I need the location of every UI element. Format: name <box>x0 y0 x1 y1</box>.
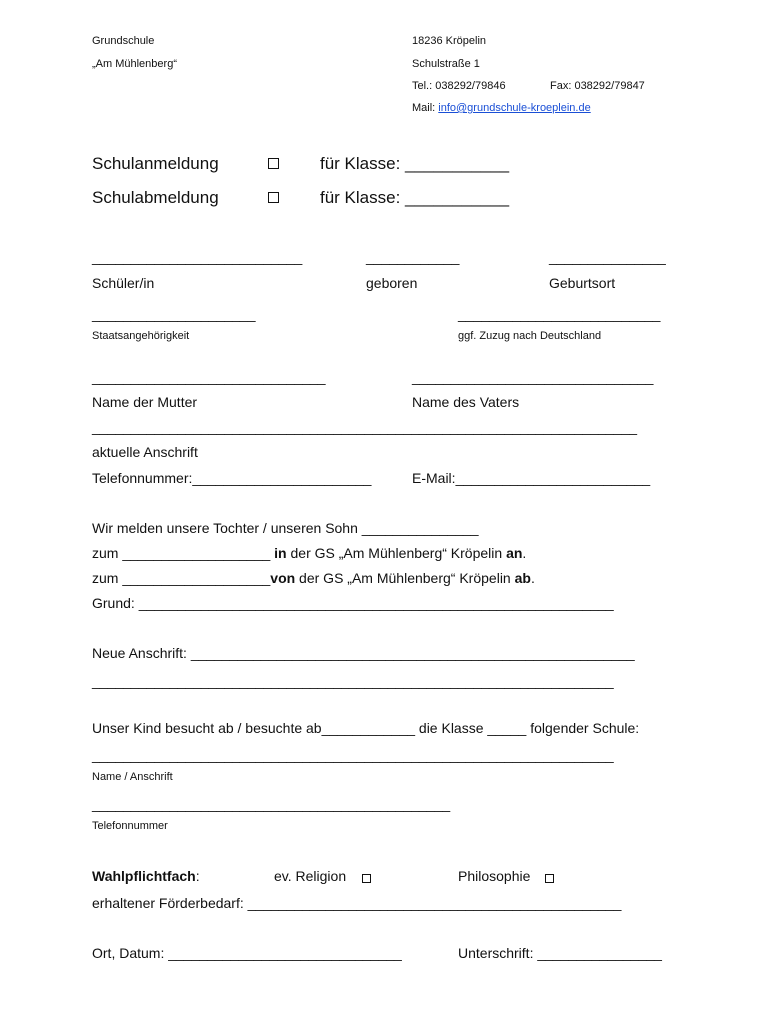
registration-von-date: zum ___________________ <box>92 570 271 586</box>
email-link[interactable]: info@grundschule-kroeplein.de <box>438 102 591 114</box>
birthdate-field[interactable]: ____________ <box>366 249 460 265</box>
phone-blank: _______________________ <box>192 470 372 486</box>
email-field[interactable] <box>412 471 650 485</box>
foerderbedarf-field[interactable]: erhaltener Förderbedarf: ________________________________________________ <box>92 895 622 911</box>
birthdate-label: geboren <box>366 275 418 291</box>
nationality-field[interactable]: _____________________ <box>92 306 256 322</box>
previous-school-name-field[interactable]: ___________________________________________________________________ <box>92 747 614 763</box>
registration-in-school: der GS „Am Mühlenberg“ Kröpelin <box>286 545 507 561</box>
registration-an-keyword: an <box>506 545 523 561</box>
birthplace-label: Geburtsort <box>549 275 616 291</box>
school-city: 18236 Kröpelin <box>412 35 487 47</box>
grund-field[interactable]: Grund: _____________________________________________________________ <box>92 595 614 611</box>
previous-school-name-label: Name / Anschrift <box>92 771 173 783</box>
previous-school-phone-label: Telefonnummer <box>92 820 168 832</box>
email-label: E-Mail: <box>412 470 456 486</box>
zuzug-field[interactable]: __________________________ <box>458 306 661 322</box>
signature-field[interactable]: Unterschrift: ________________ <box>458 945 662 961</box>
wahlpflicht-colon: : <box>195 868 200 884</box>
wahlpflicht-label-text: Wahlpflichtfach <box>92 868 196 884</box>
email-blank: _________________________ <box>455 470 651 486</box>
mail-prefix: Mail: <box>412 102 439 114</box>
registration-in-line[interactable] <box>92 546 526 560</box>
registration-von-school: der GS „Am Mühlenberg“ Kröpelin <box>295 570 515 586</box>
religion-option-label: ev. Religion <box>274 868 347 884</box>
abmeldung-klasse-field[interactable]: für Klasse: ___________ <box>320 188 510 207</box>
school-street: Schulstraße 1 <box>412 58 480 70</box>
address-field[interactable]: ______________________________________________________________________ <box>92 419 638 435</box>
mother-name-label: Name der Mutter <box>92 394 198 410</box>
zuzug-label: ggf. Zuzug nach Deutschland <box>458 330 602 342</box>
registration-von-keyword: von <box>270 570 296 586</box>
father-name-label: Name des Vaters <box>412 394 520 410</box>
religion-checkbox[interactable] <box>362 871 371 887</box>
wahlpflicht-label <box>92 869 200 883</box>
registration-von-line[interactable] <box>92 571 535 585</box>
previous-school-line[interactable]: Unser Kind besucht ab / besuchte ab____________ die Klasse _____ folgender Schule: <box>92 720 640 736</box>
phone-label: Telefonnummer: <box>92 470 193 486</box>
registration-in-date: zum ___________________ <box>92 545 275 561</box>
nationality-label: Staatsangehörigkeit <box>92 330 190 342</box>
registration-ab-keyword: ab <box>514 570 531 586</box>
abmeldung-label: Schulabmeldung <box>92 188 219 207</box>
student-name-field[interactable]: ___________________________ <box>92 249 303 265</box>
place-date-field[interactable]: Ort, Datum: ______________________________ <box>92 945 402 961</box>
anmeldung-klasse-field[interactable]: für Klasse: ___________ <box>320 154 510 173</box>
school-name-line1: Grundschule <box>92 35 155 47</box>
phone-field[interactable] <box>92 471 371 485</box>
philosophie-option-label: Philosophie <box>458 868 531 884</box>
child-registration-line[interactable]: Wir melden unsere Tochter / unseren Sohn _______________ <box>92 520 479 536</box>
new-address-field[interactable]: Neue Anschrift: _________________________________________________________ <box>92 645 635 661</box>
philosophie-checkbox[interactable] <box>545 871 554 887</box>
father-name-field[interactable]: _______________________________ <box>412 369 654 385</box>
birthplace-field[interactable]: _______________ <box>549 249 666 265</box>
school-mail <box>412 103 591 114</box>
address-label: aktuelle Anschrift <box>92 444 198 460</box>
new-address-field-2[interactable]: ___________________________________________________________________ <box>92 673 614 689</box>
registration-in-end: . <box>522 545 527 561</box>
school-name-line2: „Am Mühlenberg“ <box>92 58 177 70</box>
registration-in-keyword: in <box>274 545 287 561</box>
previous-school-phone-field[interactable]: ______________________________________________ <box>92 796 451 812</box>
abmeldung-checkbox[interactable] <box>268 191 279 207</box>
school-phone: Tel.: 038292/79846 <box>412 80 506 92</box>
student-name-label: Schüler/in <box>92 275 155 291</box>
anmeldung-label: Schulanmeldung <box>92 154 219 173</box>
mother-name-field[interactable]: ______________________________ <box>92 369 326 385</box>
anmeldung-checkbox[interactable] <box>268 157 279 173</box>
registration-von-end: . <box>530 570 535 586</box>
school-fax: Fax: 038292/79847 <box>550 80 645 92</box>
